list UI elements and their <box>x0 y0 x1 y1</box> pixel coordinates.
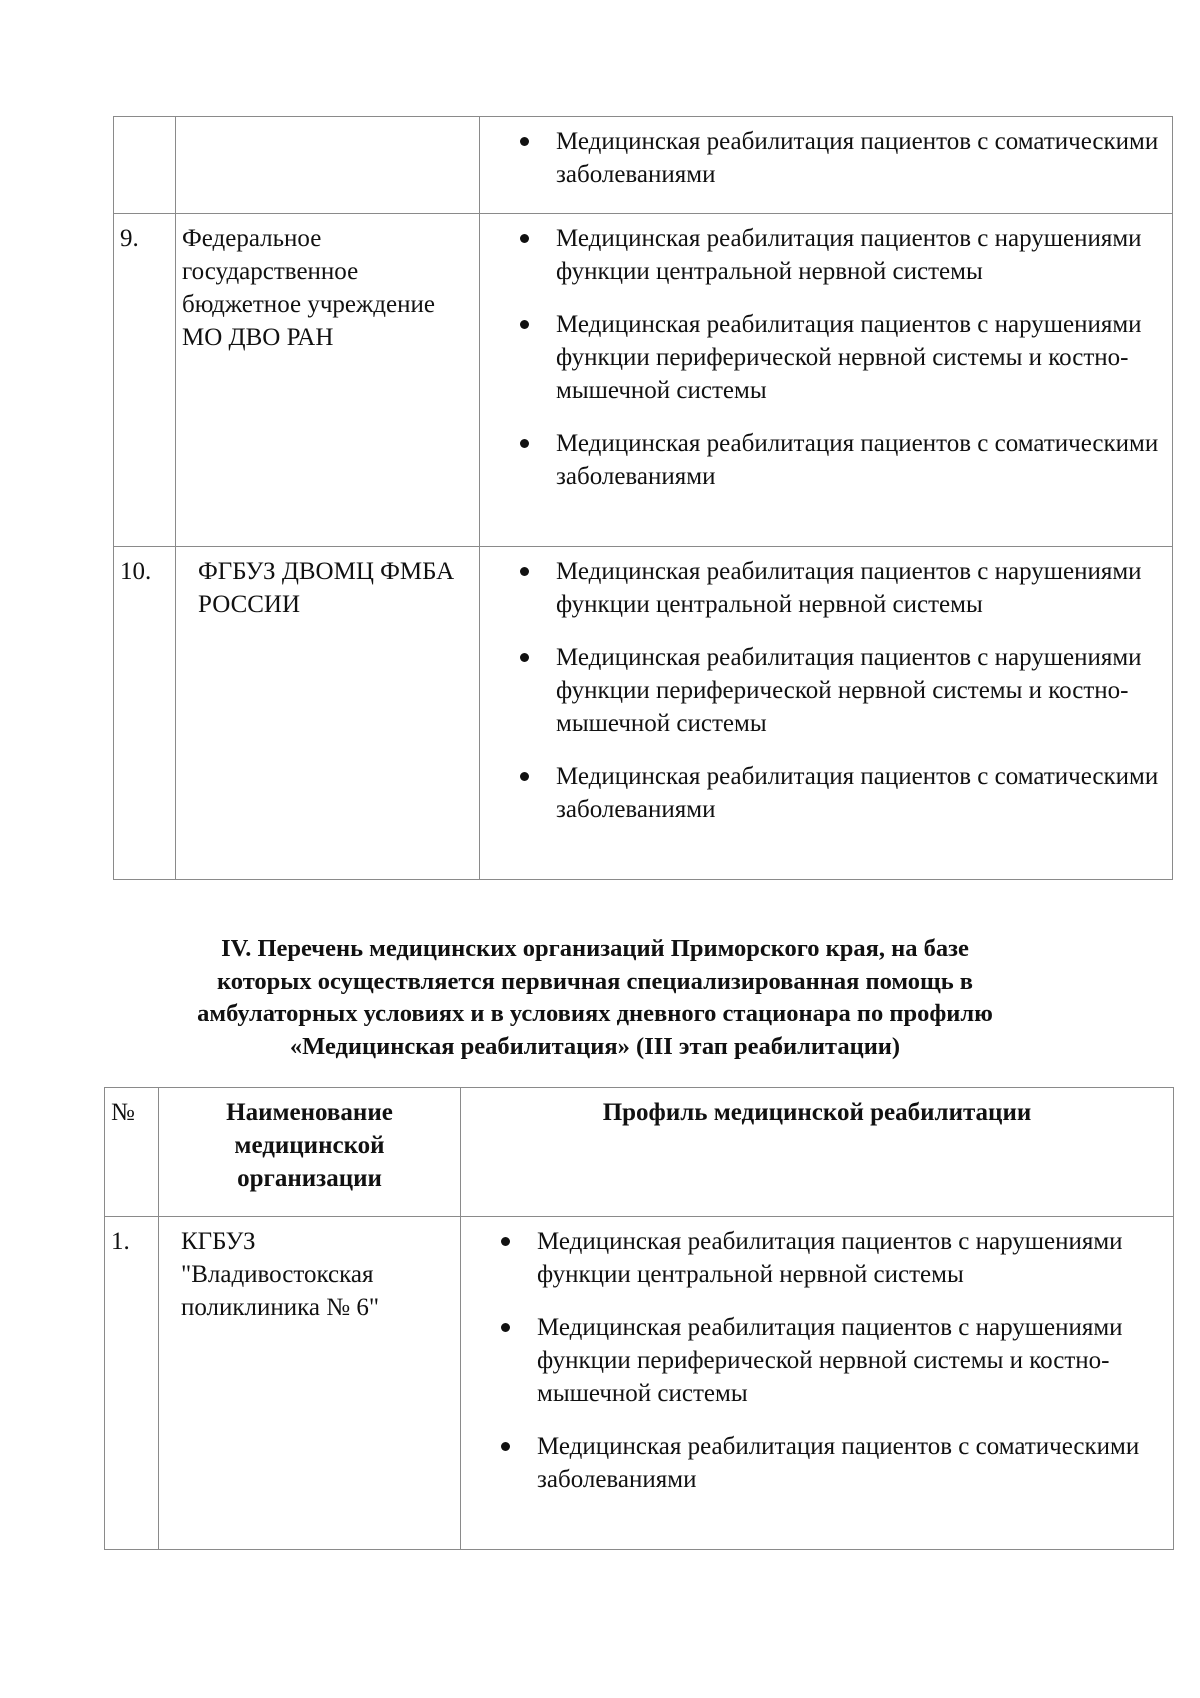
list-item <box>461 1225 1163 1291</box>
list-item <box>480 641 1162 740</box>
profile-text: Медицинская реабилитация пациентов с нарушениями функции периферической нервной системы и костно-мышечной системы <box>556 311 1142 404</box>
table-header-row <box>105 1088 1174 1217</box>
list-item <box>480 427 1162 493</box>
organization-name: ФГБУЗ ДВОМЦ ФМБА РОССИИ <box>176 547 480 880</box>
table-row <box>105 1217 1174 1550</box>
bullet-icon <box>520 772 529 781</box>
heading-line: которых осуществляется первичная специализированная помощь в <box>216 967 974 995</box>
profile-list <box>480 555 1162 826</box>
bullet-icon <box>501 1442 510 1451</box>
organization-name <box>176 117 480 214</box>
profile-text: Медицинская реабилитация пациентов с нарушениями функции центральной нервной системы <box>556 225 1142 285</box>
organization-name: Федеральное государственное бюджетное учреждение МО ДВО РАН <box>176 214 480 547</box>
list-item <box>480 125 1162 191</box>
list-item <box>461 1430 1163 1496</box>
profile-text: Медицинская реабилитация пациентов с соматическими заболеваниями <box>556 128 1159 188</box>
heading-line: IV. Перечень медицинских организаций Приморского края, на базе <box>221 935 969 962</box>
row-number: 9. <box>114 214 176 547</box>
heading-line: «Медицинская реабилитация» (III этап реабилитации) <box>289 1032 901 1060</box>
bullet-icon <box>520 653 529 662</box>
table-row <box>114 214 1173 547</box>
profile-list <box>480 222 1162 493</box>
profile-text: Медицинская реабилитация пациентов с соматическими заболеваниями <box>537 1433 1140 1493</box>
table-row <box>114 117 1173 214</box>
bullet-icon <box>520 234 529 243</box>
section-heading <box>120 933 1070 1063</box>
bullet-icon <box>520 137 529 146</box>
profile-text: Медицинская реабилитация пациентов с соматическими заболеваниями <box>556 763 1159 823</box>
profile-cell <box>480 214 1173 547</box>
row-number: 1. <box>105 1217 159 1550</box>
continuation-table <box>113 116 1173 880</box>
bullet-icon <box>520 320 529 329</box>
profile-list <box>461 1225 1163 1496</box>
profile-cell <box>480 547 1173 880</box>
row-number: 10. <box>114 547 176 880</box>
profile-text: Медицинская реабилитация пациентов с нарушениями функции периферической нервной системы и костно-мышечной системы <box>556 644 1142 737</box>
list-item <box>480 555 1162 621</box>
list-item <box>480 222 1162 288</box>
list-item <box>461 1311 1163 1410</box>
profile-text: Медицинская реабилитация пациентов с нарушениями функции периферической нервной системы и костно-мышечной системы <box>537 1314 1123 1407</box>
profile-text: Медицинская реабилитация пациентов с нарушениями функции центральной нервной системы <box>556 558 1142 618</box>
bullet-icon <box>520 439 529 448</box>
list-item <box>480 308 1162 407</box>
profile-list <box>480 125 1162 191</box>
list-item <box>480 760 1162 826</box>
organizations-table <box>104 1087 1174 1550</box>
bullet-icon <box>501 1237 510 1246</box>
profile-text: Медицинская реабилитация пациентов с соматическими заболеваниями <box>556 430 1159 490</box>
row-number <box>114 117 176 214</box>
heading-line: амбулаторных условиях и в условиях дневного стационара по профилю <box>197 1000 993 1027</box>
bullet-icon <box>520 567 529 576</box>
column-header-number: № <box>105 1088 159 1217</box>
column-header-name: Наименование медицинской организации <box>159 1088 461 1217</box>
column-header-profile: Профиль медицинской реабилитации <box>461 1088 1174 1217</box>
profile-text: Медицинская реабилитация пациентов с нарушениями функции центральной нервной системы <box>537 1228 1123 1288</box>
bullet-icon <box>501 1323 510 1332</box>
profile-cell <box>480 117 1173 214</box>
organization-name: КГБУЗ "Владивостокская поликлиника № 6" <box>159 1217 461 1550</box>
table-row <box>114 547 1173 880</box>
profile-cell <box>461 1217 1174 1550</box>
